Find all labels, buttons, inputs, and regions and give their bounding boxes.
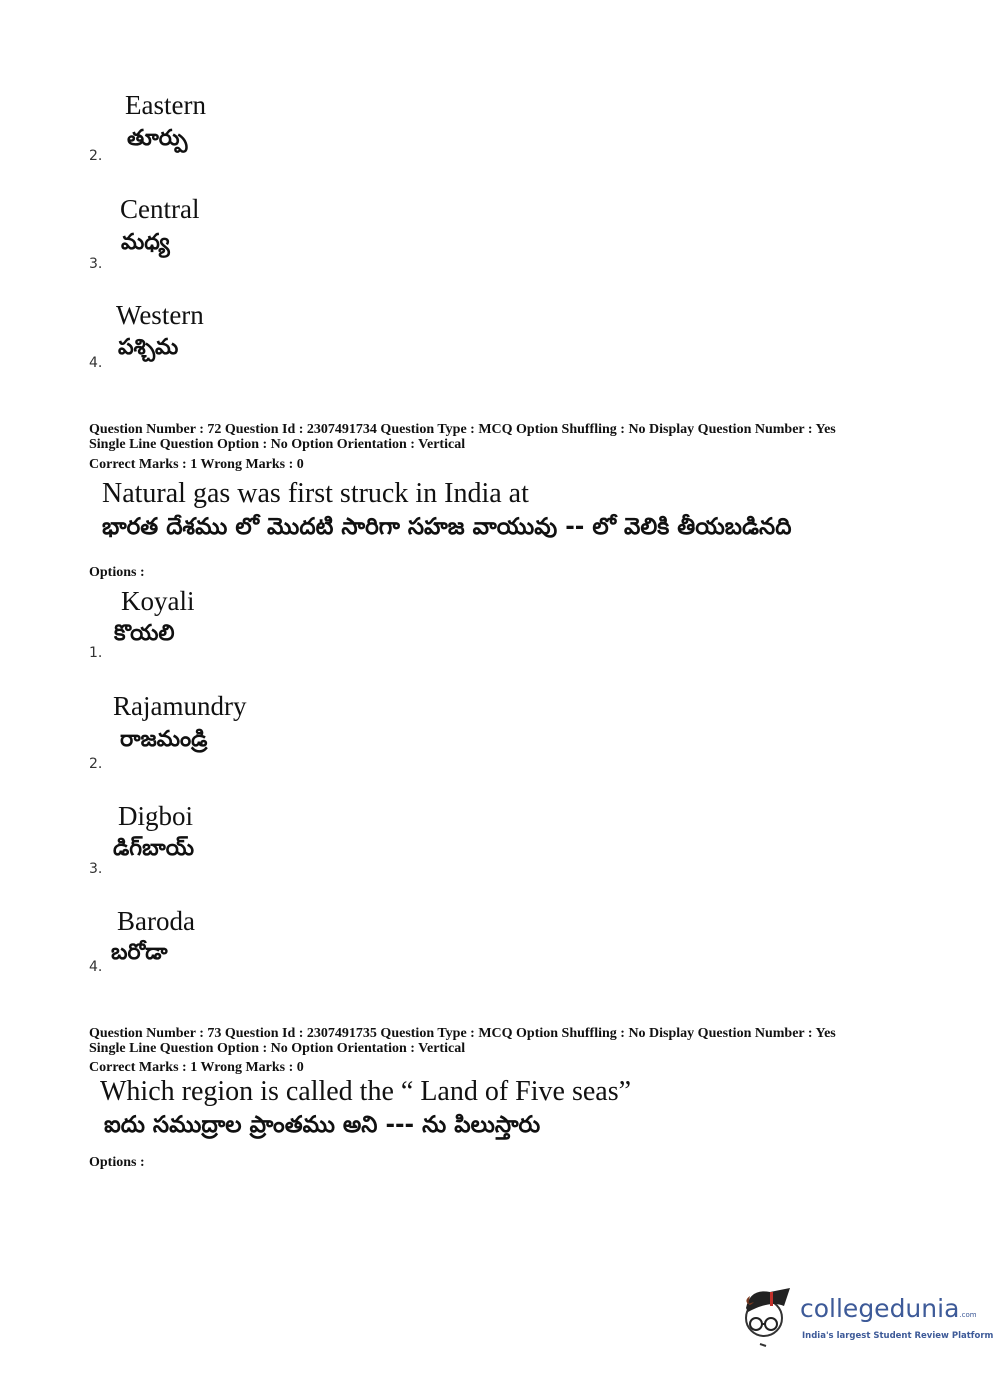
option-number: 4. [89, 355, 103, 371]
marks-meta: Correct Marks : 1 Wrong Marks : 0 [89, 1060, 304, 1075]
option-en: Central [120, 194, 200, 224]
question-text-te: భారత దేశము లో మొదటి సారిగా సహజ వాయువు -- లో వెలికి తీయబడినది [102, 514, 792, 540]
option-te: తూర్పు [127, 126, 188, 151]
option-en: Eastern [125, 90, 206, 120]
question-text-en: Which region is called the “ Land of Five seas” [100, 1076, 632, 1107]
options-label: Options : [89, 565, 145, 580]
option-number: 3. [89, 861, 103, 877]
logo-name: collegedunia [800, 1294, 960, 1323]
question-meta: Question Number : 73 Question Id : 2307491735 Question Type : MCQ Option Shuffling : No Display Question Number : Yes [89, 1026, 836, 1041]
question-text-te: ఐదు సముద్రాల ప్రాంతము అని --- ను పిలుస్తారు [104, 1112, 541, 1138]
option-number: 1. [89, 645, 103, 661]
option-te: రాజమండ్రి [120, 727, 208, 752]
option-te: పశ్చిమ [118, 335, 179, 360]
logo-tagline: India's largest Student Review Platform [802, 1331, 994, 1341]
mascot-icon [740, 1282, 800, 1348]
option-te: బరోడా [111, 940, 168, 965]
option-te: కొయలి [114, 621, 175, 646]
option-te: డిగ్‌బాయ్ [113, 836, 194, 861]
question-text-en: Natural gas was first struck in India at [102, 478, 529, 509]
question-meta: Single Line Question Option : No Option Orientation : Vertical [89, 1041, 466, 1056]
logo-suffix: .com [959, 1311, 977, 1319]
option-en: Koyali [121, 586, 195, 616]
collegedunia-logo [740, 1282, 994, 1352]
option-te: మధ్య [121, 230, 170, 255]
option-en: Digboi [118, 801, 194, 831]
options-label: Options : [89, 1155, 145, 1170]
option-en: Western [116, 300, 204, 330]
option-en: Rajamundry [113, 691, 247, 721]
question-meta: Single Line Question Option : No Option Orientation : Vertical [89, 437, 466, 452]
option-number: 2. [89, 756, 103, 772]
option-number: 3. [89, 256, 103, 272]
marks-meta: Correct Marks : 1 Wrong Marks : 0 [89, 457, 304, 472]
question-meta: Question Number : 72 Question Id : 2307491734 Question Type : MCQ Option Shuffling : No Display Question Number : Yes [89, 422, 836, 437]
option-number: 2. [89, 148, 103, 164]
option-en: Baroda [117, 906, 195, 936]
option-number: 4. [89, 959, 103, 975]
